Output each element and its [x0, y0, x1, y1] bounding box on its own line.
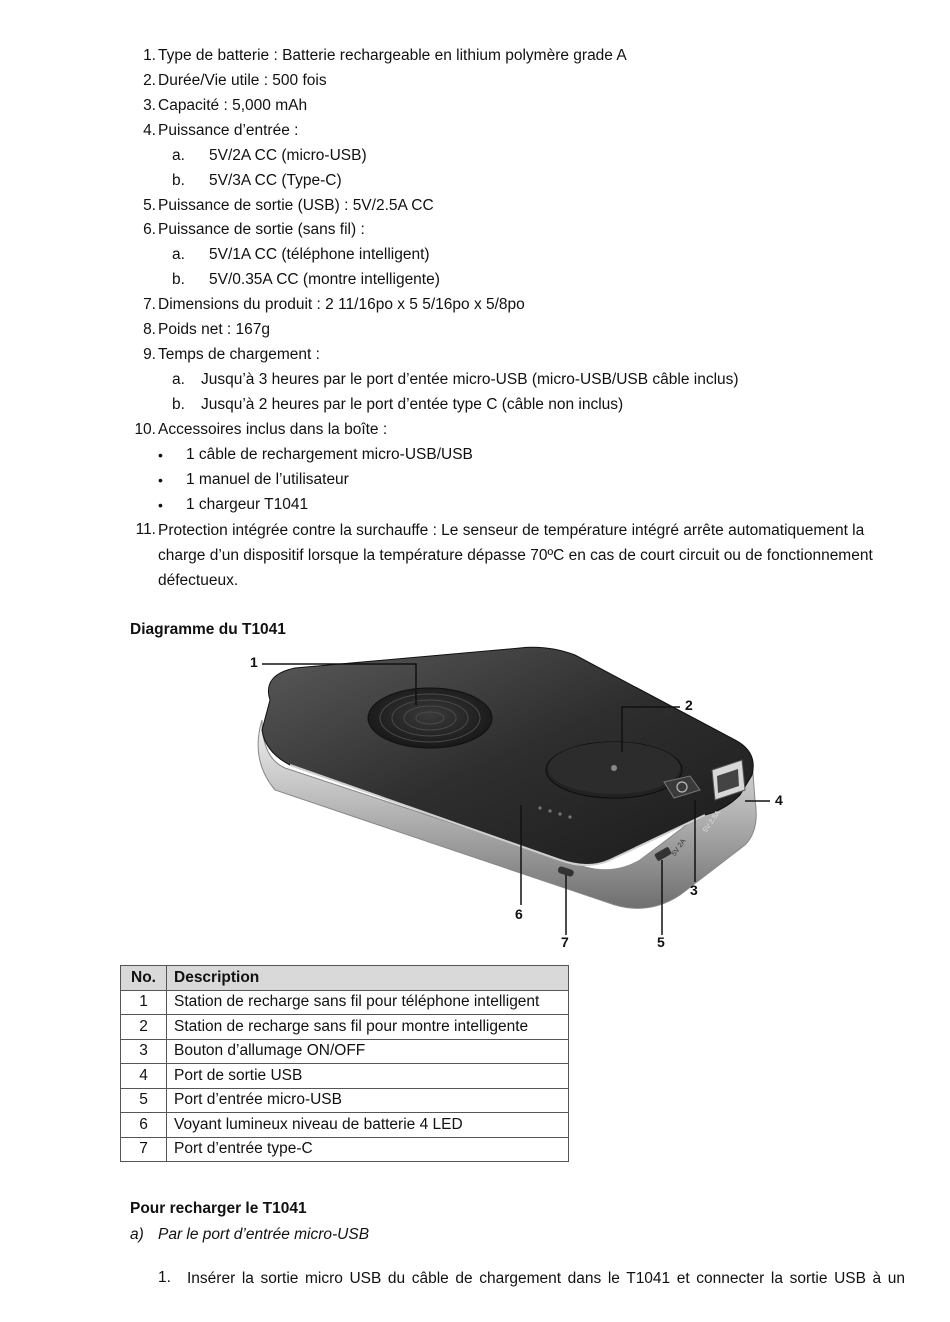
list-text: 5V/1A CC (téléphone intelligent) — [209, 246, 430, 263]
recharge-heading: Pour recharger le T1041 — [130, 1200, 307, 1217]
list-number: 5. — [143, 197, 156, 214]
list-letter: b. — [172, 396, 185, 413]
bullet-text: 1 chargeur T1041 — [186, 496, 309, 513]
bullet-icon: • — [158, 472, 163, 488]
callout-6: 6 — [515, 906, 523, 922]
table-row — [121, 1039, 569, 1064]
list-number: 7. — [143, 296, 156, 313]
callout-5: 5 — [657, 934, 665, 950]
recharge-subheading — [130, 1225, 370, 1245]
list-text: 5V/2A CC (micro-USB) — [209, 147, 367, 164]
callout-1: 1 — [250, 654, 258, 670]
list-number: 1. — [143, 47, 156, 64]
micro-usb-label: 5V 2A — [670, 837, 688, 858]
list-letter: a. — [172, 371, 185, 388]
row-description: Port d’entrée micro-USB — [167, 1088, 569, 1113]
list-number: 4. — [143, 122, 156, 139]
callout-3: 3 — [690, 882, 698, 898]
table-row — [121, 1064, 569, 1089]
row-number: 5 — [121, 1088, 167, 1113]
table-header-row — [121, 966, 569, 991]
list-text: Puissance d’entrée : — [158, 122, 299, 139]
bullet-text: 1 câble de rechargement micro-USB/USB — [186, 446, 473, 463]
sub-text: Par le port d’entrée micro-USB — [158, 1226, 370, 1243]
item11-line2: charge d’un dispositif lorsque la température dépasse 70ºC en cas de court circuit ou de fonctionnement — [158, 547, 873, 564]
row-description: Station de recharge sans fil pour téléphone intelligent — [167, 990, 569, 1015]
row-number: 3 — [121, 1039, 167, 1064]
bullet-text: 1 manuel de l’utilisateur — [186, 471, 349, 488]
row-number: 2 — [121, 1015, 167, 1040]
row-number: 4 — [121, 1064, 167, 1089]
list-text: Puissance de sortie (USB) : 5V/2.5A CC — [158, 197, 434, 214]
callout-7: 7 — [561, 934, 569, 950]
table-row — [121, 1015, 569, 1040]
list-number: 2. — [143, 72, 156, 89]
list-text: Jusqu’à 2 heures par le port d’entée type C (câble non inclus) — [201, 396, 624, 413]
usb-output-label: 5V 2.5A — [702, 809, 723, 834]
bullet-icon: • — [158, 447, 163, 463]
header-description: Description — [167, 966, 569, 991]
list-text: Poids net : 167g — [158, 321, 271, 338]
row-description: Port de sortie USB — [167, 1064, 569, 1089]
item11-line3: défectueux. — [158, 572, 239, 589]
list-number: 11. — [135, 521, 156, 538]
list-text: Durée/Vie utile : 500 fois — [158, 72, 327, 89]
list-text: Capacité : 5,000 mAh — [158, 97, 308, 114]
callout-2: 2 — [685, 697, 693, 713]
list-number: 6. — [143, 221, 156, 238]
row-number: 1 — [121, 990, 167, 1015]
list-number: 8. — [143, 321, 156, 338]
list-letter: b. — [172, 271, 185, 288]
header-number: No. — [121, 966, 167, 991]
phone-charging-pad — [368, 688, 492, 748]
table-row — [121, 1113, 569, 1138]
table-row — [121, 1088, 569, 1113]
list-letter: b. — [172, 172, 185, 189]
row-number: 7 — [121, 1137, 167, 1162]
recharge-step-number: 1. — [158, 1269, 171, 1286]
row-description: Voyant lumineux niveau de batterie 4 LED — [167, 1113, 569, 1138]
list-letter: a. — [172, 246, 185, 263]
list-text: 5V/3A CC (Type-C) — [209, 172, 342, 189]
table-row — [121, 990, 569, 1015]
recharge-step-text: Insérer la sortie micro USB du câble de chargement dans le T1041 et connecter la sortie USB à un — [187, 1270, 905, 1287]
list-text: Type de batterie : Batterie rechargeable en lithium polymère grade A — [158, 47, 627, 64]
list-number: 10. — [134, 421, 156, 438]
watch-charging-pad — [546, 742, 682, 798]
diagram-heading: Diagramme du T1041 — [130, 621, 286, 638]
list-text: Jusqu’à 3 heures par le port d’entée micro-USB (micro-USB/USB câble inclus) — [201, 371, 739, 388]
list-text: Puissance de sortie (sans fil) : — [158, 221, 365, 238]
component-table — [120, 965, 569, 1162]
sub-letter: a) — [130, 1226, 144, 1243]
list-text: Dimensions du produit : 2 11/16po x 5 5/16po x 5/8po — [158, 296, 525, 313]
list-text: Accessoires inclus dans la boîte : — [158, 421, 388, 438]
list-text: 5V/0.35A CC (montre intelligente) — [209, 271, 440, 288]
item11-line1: Protection intégrée contre la surchauffe : Le senseur de température intégré arrête automatiquement la — [158, 522, 865, 539]
list-text: Temps de chargement : — [158, 346, 320, 363]
bullet-icon: • — [158, 497, 163, 513]
row-description: Port d’entrée type-C — [167, 1137, 569, 1162]
row-number: 6 — [121, 1113, 167, 1138]
row-description: Bouton d’allumage ON/OFF — [167, 1039, 569, 1064]
row-description: Station de recharge sans fil pour montre intelligente — [167, 1015, 569, 1040]
list-letter: a. — [172, 147, 185, 164]
list-number: 9. — [143, 346, 156, 363]
callout-4: 4 — [775, 792, 783, 808]
table-row — [121, 1137, 569, 1162]
list-number: 3. — [143, 97, 156, 114]
